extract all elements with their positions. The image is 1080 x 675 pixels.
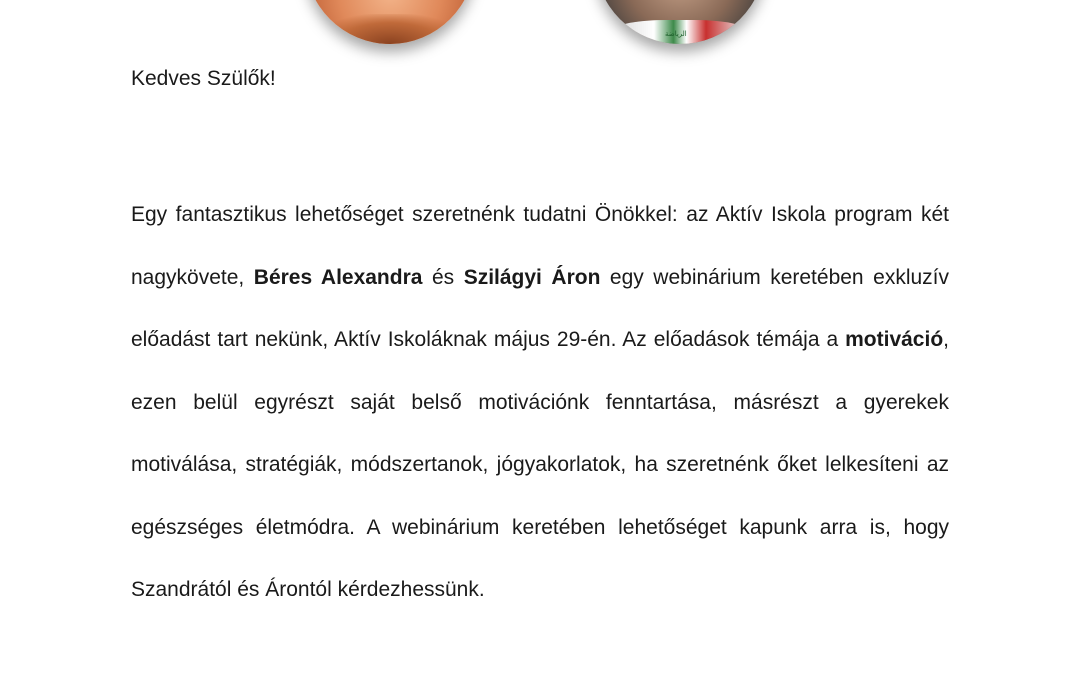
paragraph-text-1: Egy fantasztikus lehetőséget szeretnénk tudatni Önökkel: az Aktív Iskola program két nagykövete, — [131, 203, 949, 289]
shirt-logo-text: الرياضة — [665, 30, 687, 38]
letter-paragraph — [131, 184, 949, 622]
paragraph-text-2: és — [422, 265, 464, 289]
ambassador-photo-right — [595, 0, 765, 44]
woman-portrait-icon — [315, 14, 465, 44]
topic-motivation: motiváció — [845, 328, 944, 351]
ambassador-photo-left — [305, 0, 475, 44]
letter-greeting: Kedves Szülők! — [131, 67, 276, 90]
ambassador-name-beres: Béres Alexandra — [253, 265, 423, 289]
ambassador-name-szilagyi: Szilágyi Áron — [463, 265, 601, 289]
paragraph-text-4: , ezen belül egyrészt saját belső motivációnk fenntartása, másrészt a gyerekek motiválása, stratégiák, módszertanok, jógyakorlatok, ha szeretnénk őket lelkesíteni az egészséges életmódra. A webinárium keretében lehetőséget kapunk arra is, hogy Szandrától és Árontól kérdezhessünk. — [131, 328, 949, 601]
paragraph-text-3: egy webinárium keretében exkluzív előadást tart nekünk, Aktív Iskoláknak május 29-én. Az előadások témája a — [131, 265, 949, 351]
